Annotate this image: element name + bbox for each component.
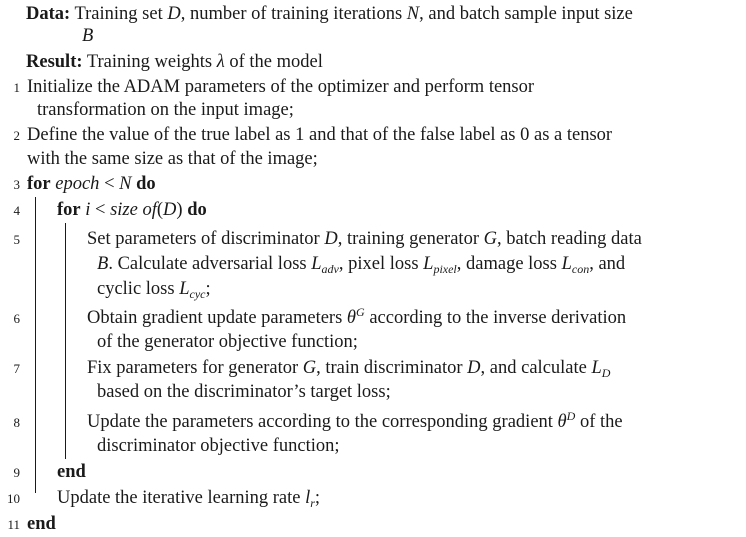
outer-loop-bar — [35, 197, 36, 493]
line-number-8: 8 — [13, 415, 20, 430]
result-line: Result: Training weights λ of the model — [26, 52, 323, 72]
data-line-cont: B — [82, 26, 94, 46]
step-8-line-b: discriminator objective function; — [97, 436, 340, 456]
line-number-1: 1 — [13, 80, 20, 95]
step-5-line-b: B. Calculate adversarial loss $L_{adv}$, pixel loss $L_{pixel}$, damage loss $L_{con}$, and — [97, 254, 626, 276]
step-9-end: end — [57, 462, 86, 482]
line-number-2: 2 — [13, 128, 20, 143]
line-number-3: 3 — [13, 177, 20, 192]
line-number-4: 4 — [13, 203, 20, 218]
step-1-line-b: transformation on the input image; — [37, 100, 294, 120]
step-4-for-loop: for i < size of(D) do — [57, 200, 207, 220]
data-line: Data: Training set D, number of training iterations N, and batch sample input size — [26, 4, 633, 24]
line-number-7: 7 — [13, 361, 20, 376]
step-1-line-a: Initialize the ADAM parameters of the optimizer and perform tensor — [27, 77, 535, 97]
line-number-11: 11 — [7, 517, 20, 532]
step-7-line-a: Fix parameters for generator G, train discriminator D, and calculate $L_D$ — [87, 358, 611, 380]
step-5-line-c: cyclic loss $L_{cyc}$; — [97, 279, 211, 301]
step-11-end: end — [27, 514, 56, 534]
line-number-6: 6 — [13, 311, 20, 326]
line-number-5: 5 — [13, 232, 20, 247]
step-8-line-a: Update the parameters according to the corresponding gradient $\theta^D$ of the — [87, 409, 623, 432]
step-3-for-loop: for epoch < N do — [27, 174, 156, 194]
step-5-line-a: Set parameters of discriminator D, training generator G, batch reading data — [87, 229, 642, 249]
step-6-line-a: Obtain gradient update parameters $\theta^G$ according to the inverse derivation — [87, 305, 627, 328]
step-2-line-b: with the same size as that of the image; — [27, 149, 318, 169]
inner-loop-bar — [65, 223, 66, 459]
line-number-9: 9 — [13, 465, 20, 480]
line-number-10: 10 — [7, 491, 20, 506]
step-2-line-a: Define the value of the true label as 1 and that of the false label as 0 as a tensor — [27, 125, 613, 145]
step-7-line-b: based on the discriminator’s target loss; — [97, 382, 391, 402]
step-6-line-b: of the generator objective function; — [97, 332, 358, 352]
step-10-line: Update the iterative learning rate $l_r$; — [57, 488, 321, 510]
